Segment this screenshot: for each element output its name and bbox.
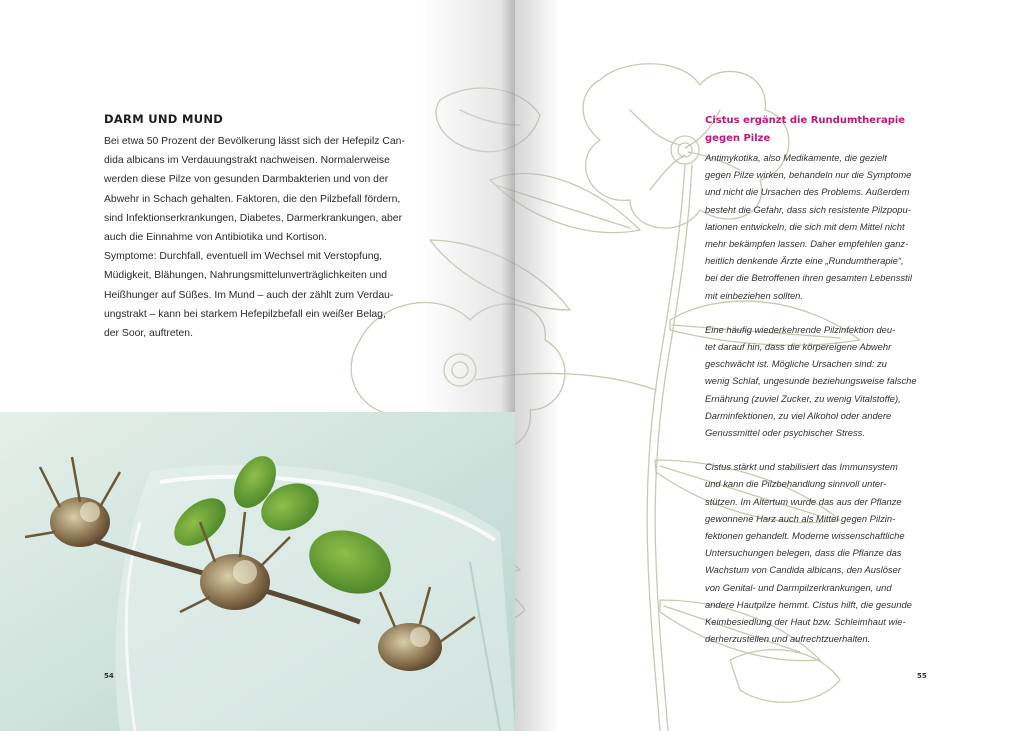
- text-line: Keimbesiedlung der Haut bzw. Schleimhaut wie-: [705, 616, 906, 628]
- text-line: Cistus stärkt und stabilisiert das Immunsystem: [705, 461, 898, 473]
- text-line: fektionen gehandelt. Moderne wissenschaftliche: [705, 530, 905, 542]
- text-line: mit einbeziehen sollten.: [705, 289, 803, 301]
- cistus-photo: [0, 412, 515, 731]
- paragraph-pilzinfektion: [705, 321, 923, 441]
- text-line: und kann die Pilzbehandlung sinnvoll unter-: [705, 478, 887, 490]
- text-line: der Soor, auftreten.: [104, 328, 193, 340]
- heading-line: gegen Pilze: [705, 133, 771, 144]
- text-line: Heißhunger auf Süßes. Im Mund – auch der zählt zum Verdau-: [104, 289, 394, 301]
- text-line: und nicht die Ursachen des Problems. Außerdem: [705, 186, 910, 198]
- text-line: werden diese Pilze von gesunden Darmbakterien und von der: [104, 174, 389, 186]
- paragraph-cistus: [705, 458, 923, 647]
- text-line: Untersuchungen belegen, dass die Pflanze das: [705, 547, 902, 559]
- text-line: sind Infektionserkrankungen, Diabetes, Darmerkrankungen, aber: [104, 212, 403, 224]
- text-line: Darminfektionen, zu viel Alkohol oder andere: [705, 409, 892, 421]
- text-line: derherzustellen und aufrechtzuerhalten.: [705, 633, 871, 645]
- text-line: wenig Schlaf, ungesunde beziehungsweise falsche: [705, 375, 917, 387]
- text-line: Symptome: Durchfall, eventuell im Wechsel mit Verstopfung,: [104, 251, 383, 263]
- body-paragraph: [104, 132, 414, 343]
- text-line: dida albicans im Verdauungstrakt nachweisen. Normalerweise: [104, 155, 390, 167]
- paragraph-antimykotika: [705, 149, 923, 304]
- text-line: von Genital- und Darmpilzerkrankungen, und: [705, 581, 892, 593]
- text-line: geschwächt ist. Mögliche Ursachen sind: zu: [705, 358, 887, 370]
- text-line: Genussmittel oder psychischer Stress.: [705, 427, 865, 439]
- text-line: Wachstum von Candida albicans, den Auslöser: [705, 564, 901, 576]
- text-line: besteht die Gefahr, dass sich resistente Pilzpopu-: [705, 203, 911, 215]
- text-line: Bei etwa 50 Prozent der Bevölkerung lässt sich der Hefepilz Can-: [104, 136, 405, 147]
- text-line: ungstrakt – kann bei starkem Hefepilzbefall ein weißer Belag,: [104, 308, 386, 320]
- right-page-text: [705, 112, 923, 664]
- left-page-text: [104, 112, 414, 343]
- text-line: Eine häufig wiederkehrende Pilzinfektion deu-: [705, 323, 896, 335]
- text-line: mehr bekämpfen lassen. Daher empfehlen ganz-: [705, 238, 909, 250]
- text-line: bei der die Betroffenen ihren gesamten Lebensstil: [705, 272, 912, 284]
- page-number-right: 55: [917, 672, 927, 680]
- page-number-left: 54: [104, 672, 114, 680]
- text-line: auch die Einnahme von Antibiotika und Kortison.: [104, 232, 327, 244]
- text-line: Antimykotika, also Medikamente, die gezielt: [705, 152, 887, 163]
- text-line: heitlich denkende Ärzte eine „Rundumtherapie“,: [705, 255, 904, 267]
- text-line: Abwehr in Schach gehalten. Faktoren, die den Pilzbefall fördern,: [104, 193, 401, 205]
- text-line: gegen Pilze wirken, behandeln nur die Symptome: [705, 169, 912, 181]
- text-line: gewonnene Harz auch als Mittel gegen Pilzin-: [705, 512, 896, 524]
- heading-line: Cistus ergänzt die Rundumtherapie: [705, 115, 906, 126]
- section-heading: DARM UND MUND: [104, 112, 224, 126]
- text-line: tet darauf hin, dass die körpereigene Abwehr: [705, 341, 892, 353]
- text-line: lationen entwickeln, die sich mit dem Mittel nicht: [705, 220, 905, 232]
- sidebar-heading: [705, 112, 923, 148]
- text-line: Müdigkeit, Blähungen, Nahrungsmittelunverträglichkeiten und: [104, 270, 388, 282]
- cistus-photo-graphic: [0, 412, 515, 731]
- text-line: andere Hautpilze hemmt. Cistus hilft, die gesunde: [705, 598, 912, 610]
- text-line: stützen. Im Altertum wurde das aus der Pflanze: [705, 495, 902, 507]
- text-line: Ernährung (zuviel Zucker, zu wenig Vitalstoffe),: [705, 392, 901, 404]
